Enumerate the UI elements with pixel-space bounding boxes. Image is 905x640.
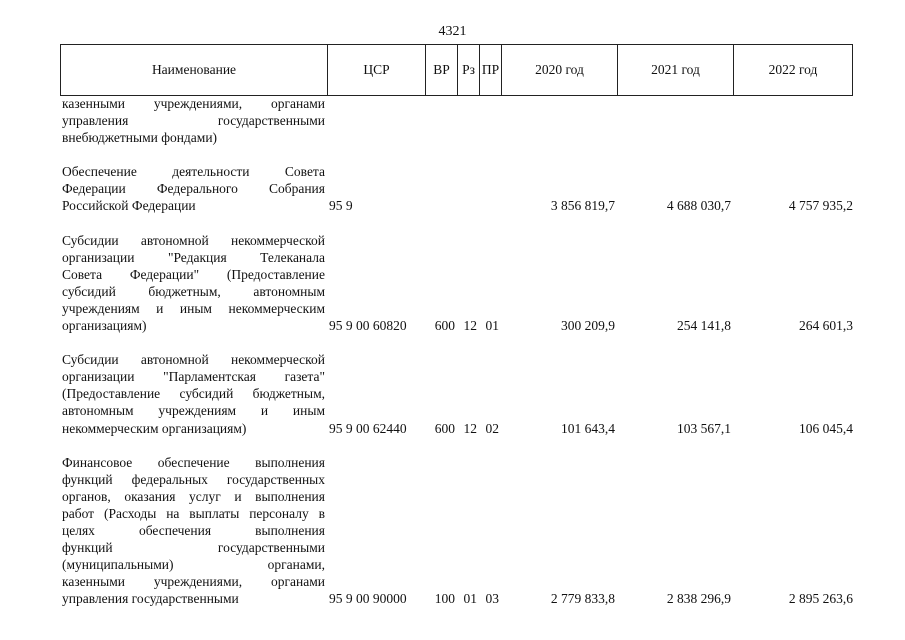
row-csr: 95 9 00 62440	[329, 420, 407, 436]
row-name-line: (Предоставление субсидий бюджетным,	[62, 386, 325, 402]
row-name-line: Субсидии автономной некоммерческой	[62, 352, 325, 368]
row-rz: 01	[463, 591, 477, 607]
table-row	[60, 232, 853, 335]
row-spacer	[60, 215, 853, 232]
row-name	[60, 454, 327, 608]
table-body	[60, 95, 853, 607]
row-name-line: управления государственными	[62, 113, 325, 129]
table-row	[60, 163, 853, 214]
row-vr: 600	[434, 420, 455, 436]
row-name-line: функций государственными	[62, 540, 325, 556]
row-name-line: органов, оказания услуг и выполнения	[62, 488, 325, 504]
row-name-line: целях обеспечения выполнения	[62, 522, 325, 538]
row-value-2021: 103 567,1	[677, 420, 731, 436]
row-name-line: организациям)	[62, 318, 147, 334]
row-name-line: некоммерческим организациям)	[62, 420, 247, 436]
header-2022: 2022 год	[733, 45, 853, 95]
row-csr: 95 9	[329, 198, 353, 214]
table-header	[60, 44, 853, 96]
row-name-line: Субсидии автономной некоммерческой	[62, 232, 325, 248]
row-value-2022: 2 895 263,6	[788, 591, 853, 607]
row-name-line: казенными учреждениями, органами	[62, 574, 325, 590]
row-pr: 03	[485, 591, 499, 607]
row-csr: 95 9 00 90000	[329, 591, 407, 607]
row-name-line: работ (Расходы на выплаты персоналу в	[62, 505, 325, 521]
row-vr: 600	[434, 318, 455, 334]
row-pr: 01	[485, 318, 499, 334]
row-name-line: (муниципальными) органами,	[62, 557, 325, 573]
row-spacer	[60, 146, 853, 163]
row-name-line: Финансовое обеспечение выполнения	[62, 454, 325, 470]
row-pr: 02	[485, 420, 499, 436]
row-value-2020: 3 856 819,7	[550, 198, 615, 214]
table-row	[60, 454, 853, 608]
row-name-line: внебюджетными фондами)	[62, 130, 218, 146]
row-rz: 12	[463, 318, 477, 334]
row-value-2021: 2 838 296,9	[666, 591, 731, 607]
header-rz: Рз	[457, 45, 479, 95]
row-csr: 95 9 00 60820	[329, 318, 407, 334]
row-value-2021: 4 688 030,7	[666, 198, 731, 214]
header-name: Наименование	[60, 45, 327, 95]
header-2021: 2021 год	[617, 45, 733, 95]
row-name-line: Обеспечение деятельности Совета	[62, 164, 325, 180]
row-value-2022: 264 601,3	[799, 318, 853, 334]
row-name-line: Российской Федерации	[62, 198, 196, 214]
row-name	[60, 351, 327, 436]
row-spacer	[60, 437, 853, 454]
header-csr: ЦСР	[327, 45, 425, 95]
table-row	[60, 95, 853, 146]
table-row	[60, 351, 853, 436]
row-name-line: организации "Парламентская газета"	[62, 369, 325, 385]
row-name-line: Федерации Федерального Собрания	[62, 181, 325, 197]
row-value-2020: 2 779 833,8	[550, 591, 615, 607]
row-name-line: субсидий бюджетным, автономным	[62, 283, 325, 299]
row-name-line: Совета Федерации" (Предоставление	[62, 266, 325, 282]
row-value-2022: 4 757 935,2	[788, 198, 853, 214]
row-name-line: учреждениям и иным некоммерческим	[62, 300, 325, 316]
header-2020: 2020 год	[501, 45, 617, 95]
row-spacer	[60, 334, 853, 351]
row-rz: 12	[463, 420, 477, 436]
row-value-2020: 101 643,4	[561, 420, 615, 436]
row-value-2021: 254 141,8	[677, 318, 731, 334]
row-name-line: управления государственными	[62, 591, 239, 607]
row-name	[60, 163, 327, 214]
row-name	[60, 95, 327, 146]
row-name	[60, 232, 327, 335]
row-name-line: функций федеральных государственных	[62, 471, 325, 487]
row-name-line: автономным учреждениям и иным	[62, 403, 325, 419]
row-vr: 100	[434, 591, 455, 607]
page-number: 4321	[438, 24, 467, 39]
row-value-2020: 300 209,9	[561, 318, 615, 334]
row-name-line: казенными учреждениями, органами	[62, 96, 325, 111]
row-name-line: организации "Редакция Телеканала	[62, 249, 325, 265]
header-vr: ВР	[425, 45, 457, 95]
row-value-2022: 106 045,4	[799, 420, 853, 436]
header-pr: ПР	[479, 45, 501, 95]
